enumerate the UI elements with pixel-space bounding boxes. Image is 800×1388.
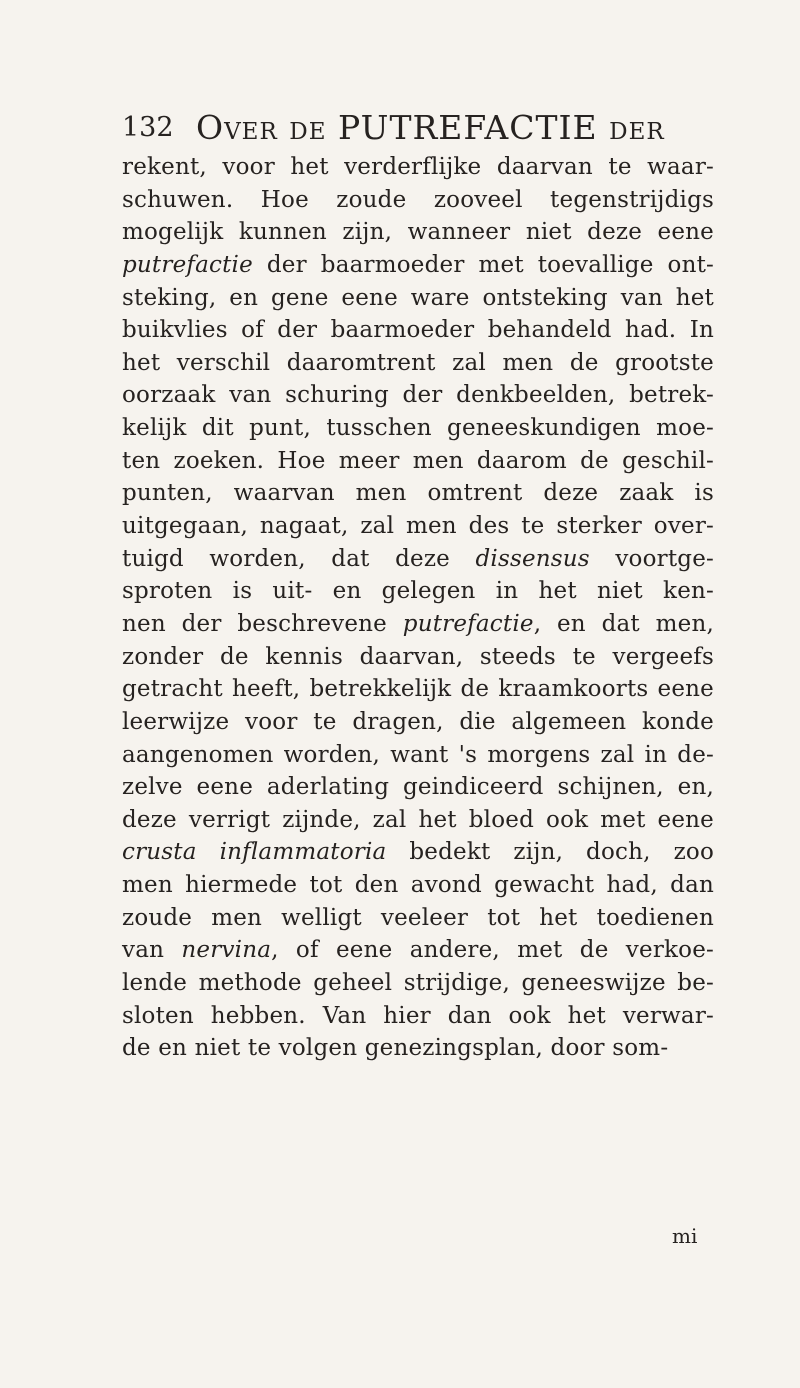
text-line (122, 282, 714, 315)
line-text: punten, waarvan men omtrent deze zaak is (122, 480, 714, 507)
line-text: aangenomen worden, want 's morgens zal in de- (122, 741, 714, 768)
text-line (122, 869, 714, 902)
line-text: schuwen. Hoe zoude zooveel tegenstrijdigs (122, 186, 714, 213)
line-text: sproten is uit- en gelegen in het niet ken- (122, 578, 714, 605)
line-text: der baarmoeder met toevallige ont- (252, 251, 714, 278)
text-line (122, 641, 714, 674)
page-header (0, 106, 800, 146)
line-text: het verschil daaromtrent zal men de grootste (122, 349, 714, 376)
line-text: de en niet te volgen genezingsplan, door som- (122, 1035, 669, 1062)
text-line (122, 543, 714, 576)
line-text: steking, en gene eene ware ontsteking van het (122, 284, 714, 311)
line-text: nen der beschrevene (122, 610, 403, 637)
italic-term: putrefactie (402, 610, 534, 637)
text-line (122, 739, 714, 772)
line-text: rekent, voor het verderflijke daarvan te waar- (122, 154, 714, 180)
text-line (122, 902, 714, 935)
line-text: men hiermede tot den avond gewacht had, dan (122, 872, 714, 899)
line-text: deze verrigt zijnde, zal het bloed ook met eene (122, 806, 714, 833)
text-line (122, 216, 714, 249)
text-line (122, 934, 714, 967)
italic-term: crusta inflammatoria (122, 839, 387, 866)
line-text: buikvlies of der baarmoeder behandeld had. In (122, 317, 714, 344)
running-head: OVER DE PUTREFACTIE DER (196, 108, 665, 147)
text-line (122, 477, 714, 510)
text-line (122, 412, 714, 445)
line-text: sloten hebben. Van hier dan ook het verwar- (122, 1002, 714, 1029)
italic-term: putrefactie (122, 251, 253, 278)
text-line (122, 575, 714, 608)
text-line (122, 836, 714, 869)
text-line (122, 510, 714, 543)
line-text: getracht heeft, betrekkelijk de kraamkoorts eene (122, 676, 714, 703)
page-number: 132 (122, 112, 174, 143)
text-line (122, 1000, 714, 1033)
line-text: mogelijk kunnen zijn, wanneer niet deze eene (122, 219, 714, 246)
text-line (122, 1032, 714, 1065)
text-line (122, 608, 714, 641)
text-line (122, 314, 714, 347)
line-text: van (122, 937, 182, 964)
body-text (122, 151, 714, 1065)
text-line (122, 379, 714, 412)
line-text: kelijk dit punt, tusschen geneeskundigen moe- (122, 415, 714, 442)
text-line (122, 249, 714, 282)
line-text: , en dat men, (533, 610, 714, 637)
line-text: leerwijze voor te dragen, die algemeen konde (122, 708, 714, 735)
line-text: oorzaak van schuring der denkbeelden, betrek- (122, 382, 714, 409)
text-line (122, 804, 714, 837)
line-text: tuigd worden, dat deze (122, 545, 476, 572)
line-text: uitgegaan, nagaat, zal men des te sterker over- (122, 513, 714, 540)
line-text: lende methode geheel strijdige, geneeswijze be- (122, 970, 714, 997)
catchword: mi (672, 1224, 698, 1248)
text-line (122, 151, 714, 184)
line-text: , of eene andere, met de verkoe- (271, 937, 714, 964)
italic-term: nervina (181, 937, 272, 964)
line-text: zoude men welligt veeleer tot het toedienen (122, 904, 714, 931)
italic-term: dissensus (475, 545, 590, 572)
line-text: bedekt zijn, doch, zoo (386, 839, 714, 866)
line-text: zonder de kennis daarvan, steeds te vergeefs (122, 643, 714, 670)
line-text: ten zoeken. Hoe meer men daarom de geschil- (122, 447, 714, 474)
text-line (122, 771, 714, 804)
text-line (122, 673, 714, 706)
text-line (122, 967, 714, 1000)
line-text: zelve eene aderlating geindiceerd schijnen, en, (122, 774, 714, 801)
line-text: voortge- (589, 545, 714, 572)
text-line (122, 706, 714, 739)
text-line (122, 184, 714, 217)
text-line (122, 347, 714, 380)
text-line (122, 445, 714, 478)
